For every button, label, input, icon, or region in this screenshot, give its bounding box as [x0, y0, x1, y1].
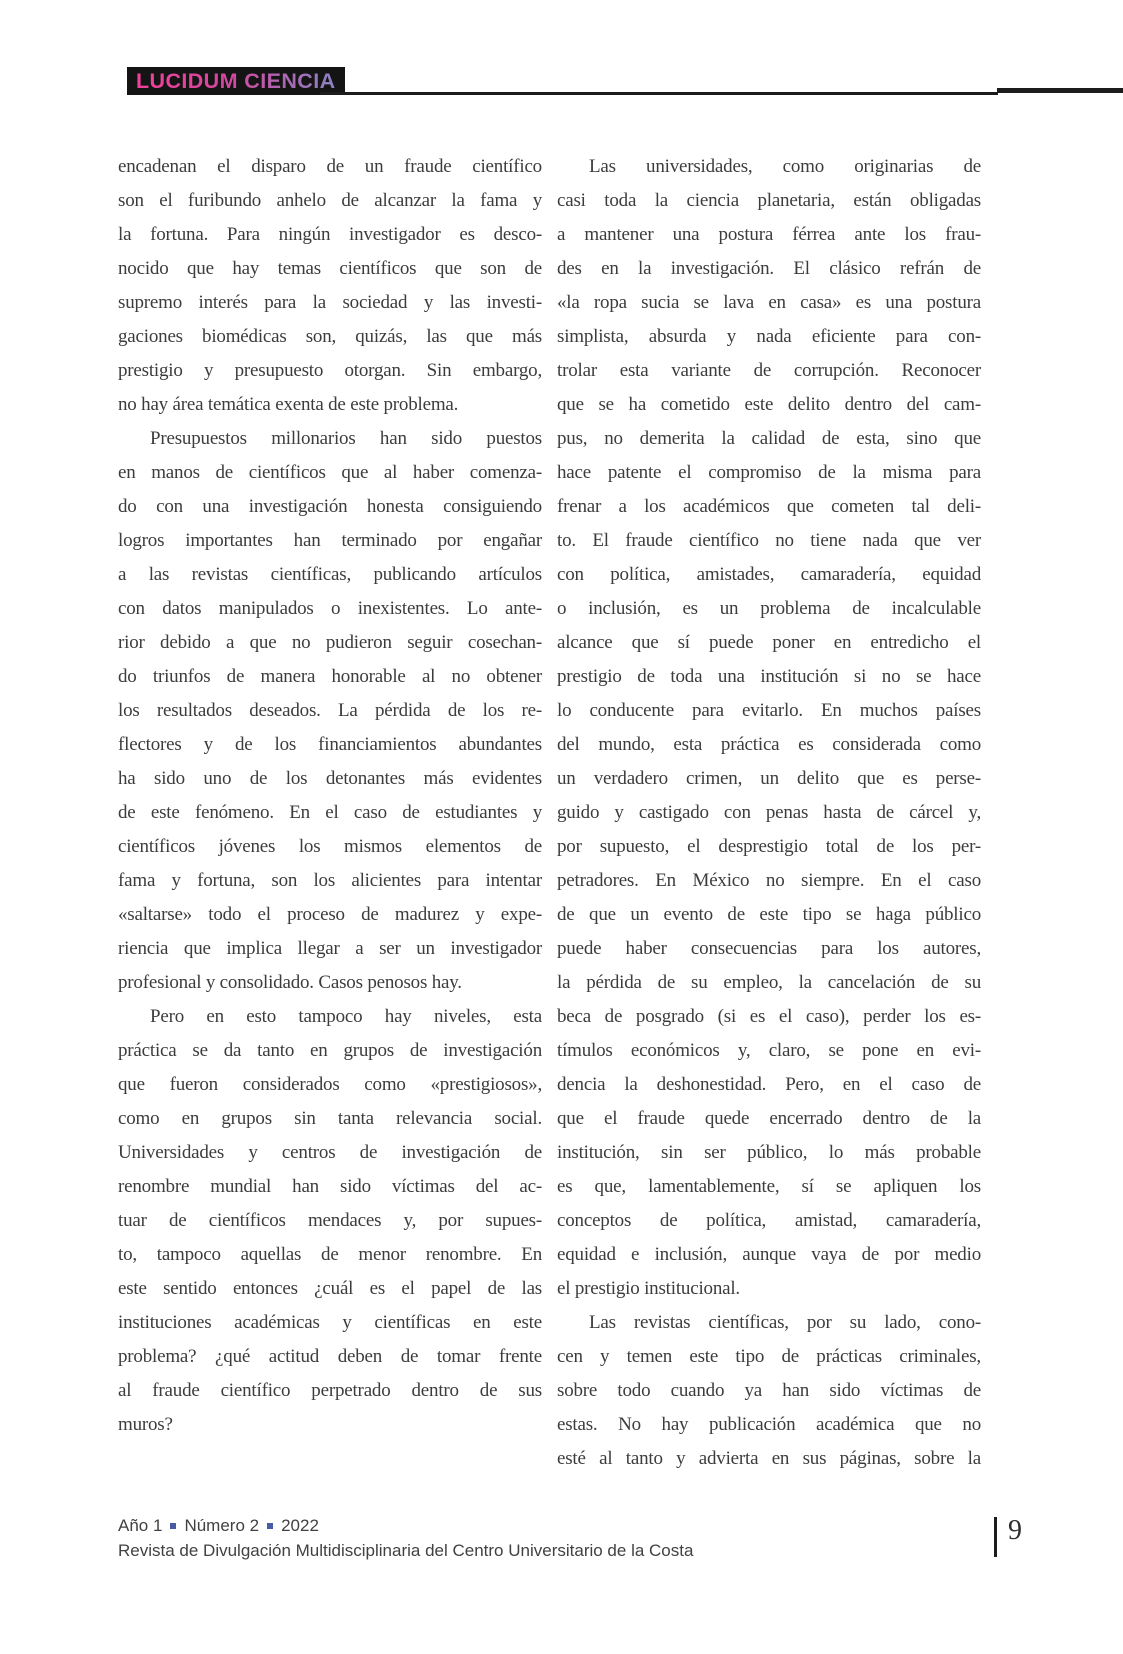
column-left — [118, 150, 542, 1442]
text-line: o inclusión, es un problema de incalculable — [557, 598, 981, 619]
text-line: supremo interés para la sociedad y las investi- — [118, 292, 542, 313]
text-line: to. El fraude científico no tiene nada que ver — [557, 530, 981, 551]
issue-date: 2022 — [281, 1516, 319, 1535]
text-line: profesional y consolidado. Casos penosos hay. — [118, 972, 462, 993]
page-number-divider — [994, 1517, 997, 1557]
text-line: en manos de científicos que al haber comenza- — [118, 462, 542, 483]
text-line: rior debido a que no pudieron seguir cosechan- — [118, 632, 542, 653]
text-line: gaciones biomédicas son, quizás, las que más — [118, 326, 542, 347]
text-line: des en la investigación. El clásico refrán de — [557, 258, 981, 279]
text-line: Las universidades, como originarias de — [589, 156, 981, 177]
text-line: ha sido uno de los detonantes más evidentes — [118, 768, 542, 789]
text-line: esté al tanto y advierta en sus páginas, sobre la — [557, 1448, 981, 1469]
text-line: con política, amistades, camaradería, equidad — [557, 564, 981, 585]
text-line: nocido que hay temas científicos que son de — [118, 258, 542, 279]
text-line: equidad e inclusión, aunque vaya de por medio — [557, 1244, 981, 1265]
text-line: no hay área temática exenta de este problema. — [118, 394, 459, 415]
text-line: renombre mundial han sido víctimas del ac- — [118, 1176, 542, 1197]
journal-logo — [127, 67, 345, 95]
square-bullet-icon — [267, 1523, 273, 1529]
header-rule-thick — [997, 88, 1123, 93]
issue-number-label: Número 2 — [184, 1516, 260, 1535]
text-line: un verdadero crimen, un delito que es perse- — [557, 768, 981, 789]
text-line: institución, sin ser público, lo más probable — [557, 1142, 981, 1163]
text-line: sobre todo cuando ya han sido víctimas de — [557, 1380, 981, 1401]
paragraph — [557, 150, 981, 1306]
text-line: instituciones académicas y científicas en este — [118, 1312, 542, 1333]
text-line: beca de posgrado (si es el caso), perder los es- — [557, 1006, 981, 1027]
page-number: 9 — [1008, 1515, 1022, 1546]
column-right — [557, 150, 981, 1476]
text-line: «la ropa sucia se lava en casa» es una postura — [557, 292, 981, 313]
text-line: lo conducente para evitarlo. En muchos países — [557, 700, 981, 721]
text-line: son el furibundo anhelo de alcanzar la fama y — [118, 190, 542, 211]
paragraph — [118, 422, 542, 1000]
text-line: hace patente el compromiso de la misma para — [557, 462, 981, 483]
masthead — [0, 0, 1123, 110]
text-line: tuar de científicos mendaces y, por supues- — [118, 1210, 542, 1231]
text-line: Universidades y centros de investigación de — [118, 1142, 542, 1163]
text-line: a mantener una postura férrea ante los frau- — [557, 224, 981, 245]
text-line: cen y temen este tipo de prácticas criminales, — [557, 1346, 981, 1367]
text-line: to, tampoco aquellas de menor renombre. En — [118, 1244, 542, 1265]
text-line: fama y fortuna, son los alicientes para intentar — [118, 870, 542, 891]
text-line: los resultados deseados. La pérdida de los re- — [118, 700, 542, 721]
text-line: que se ha cometido este delito dentro del cam- — [557, 394, 981, 415]
text-line: con datos manipulados o inexistentes. Lo ante- — [118, 598, 542, 619]
text-line: que fueron considerados como «prestigiosos», — [118, 1074, 542, 1095]
text-line: puede haber consecuencias para los autores, — [557, 938, 981, 959]
text-line: prestigio y presupuesto otorgan. Sin embargo, — [118, 360, 542, 381]
text-line: trolar esta variante de corrupción. Reconocer — [557, 360, 981, 381]
text-line: riencia que implica llegar a ser un investigador — [118, 938, 542, 959]
text-line: muros? — [118, 1414, 173, 1435]
text-line: do con una investigación honesta consiguiendo — [118, 496, 542, 517]
text-line: es que, lamentablemente, sí se apliquen los — [557, 1176, 981, 1197]
text-line: encadenan el disparo de un fraude científico — [118, 156, 542, 177]
text-line: Pero en esto tampoco hay niveles, esta — [150, 1006, 542, 1027]
text-line: frenar a los académicos que cometen tal deli- — [557, 496, 981, 517]
text-line: simplista, absurda y nada eficiente para con- — [557, 326, 981, 347]
text-line: petradores. En México no siempre. En el caso — [557, 870, 981, 891]
square-bullet-icon — [170, 1523, 176, 1529]
issue-year-label: Año 1 — [118, 1516, 163, 1535]
text-line: el prestigio institucional. — [557, 1278, 740, 1299]
journal-name: Revista de Divulgación Multidisciplinaria del Centro Universitario de la Costa — [118, 1541, 694, 1560]
text-line: tímulos económicos y, claro, se pone en evi- — [557, 1040, 981, 1061]
journal-logo-text: LUCIDUM CIENCIA — [136, 68, 336, 93]
text-line: a las revistas científicas, publicando artículos — [118, 564, 542, 585]
text-line: prestigio de toda una institución si no se hace — [557, 666, 981, 687]
text-line: Las revistas científicas, por su lado, cono- — [589, 1312, 981, 1333]
text-line: por supuesto, el desprestigio total de los per- — [557, 836, 981, 857]
text-line: estas. No hay publicación académica que no — [557, 1414, 981, 1435]
text-line: de que un evento de este tipo se haga público — [557, 904, 981, 925]
text-line: como en grupos sin tanta relevancia social. — [118, 1108, 542, 1129]
text-line: casi toda la ciencia planetaria, están obligadas — [557, 190, 981, 211]
text-line: de este fenómeno. En el caso de estudiantes y — [118, 802, 542, 823]
text-line: logros importantes han terminado por engañar — [118, 530, 542, 551]
text-line: al fraude científico perpetrado dentro de sus — [118, 1380, 542, 1401]
text-line: flectores y de los financiamientos abundantes — [118, 734, 542, 755]
paragraph — [118, 150, 542, 422]
text-line: do triunfos de manera honorable al no obtener — [118, 666, 542, 687]
text-line: del mundo, esta práctica es considerada como — [557, 734, 981, 755]
text-line: práctica se da tanto en grupos de investigación — [118, 1040, 542, 1061]
text-line: científicos jóvenes los mismos elementos de — [118, 836, 542, 857]
paragraph — [118, 1000, 542, 1442]
text-line: «saltarse» todo el proceso de madurez y expe- — [118, 904, 542, 925]
text-line: alcance que sí puede poner en entredicho el — [557, 632, 981, 653]
header-rule-thin — [320, 92, 998, 95]
text-line: la fortuna. Para ningún investigador es desco- — [118, 224, 542, 245]
issue-line — [118, 1516, 319, 1536]
text-line: pus, no demerita la calidad de esta, sino que — [557, 428, 981, 449]
text-line: conceptos de política, amistad, camaradería, — [557, 1210, 981, 1231]
text-line: la pérdida de su empleo, la cancelación de su — [557, 972, 981, 993]
text-line: problema? ¿qué actitud deben de tomar frente — [118, 1346, 542, 1367]
paragraph — [557, 1306, 981, 1476]
text-line: este sentido entonces ¿cuál es el papel de las — [118, 1278, 542, 1299]
text-line: guido y castigado con penas hasta de cárcel y, — [557, 802, 981, 823]
text-line: Presupuestos millonarios han sido puestos — [150, 428, 542, 449]
text-line: dencia la deshonestidad. Pero, en el caso de — [557, 1074, 981, 1095]
footer — [0, 1500, 1123, 1590]
text-line: que el fraude quede encerrado dentro de la — [557, 1108, 981, 1129]
